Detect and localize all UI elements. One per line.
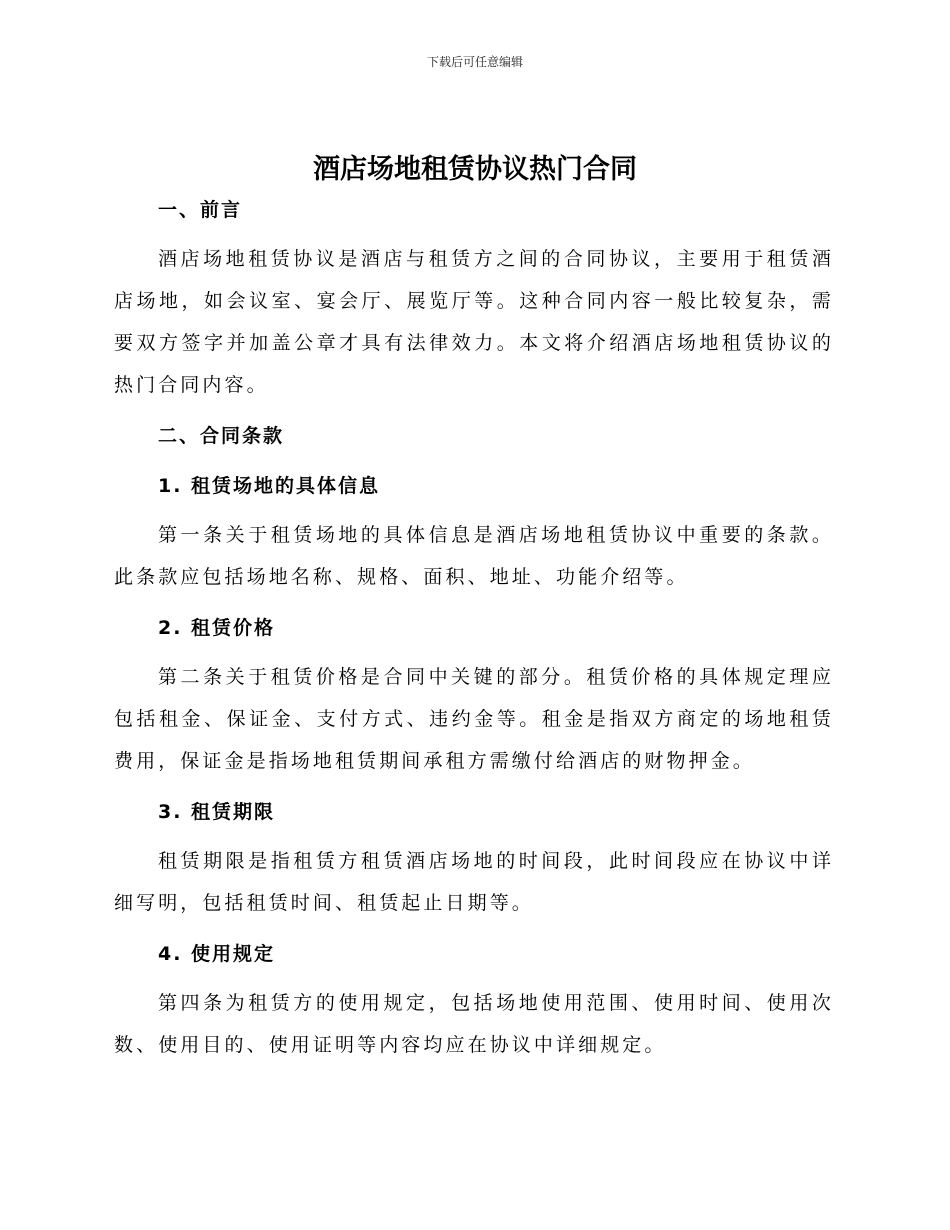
clause-paragraph-3: 租赁期限是指租赁方租赁酒店场地的时间段，此时间段应在协议中详细写明，包括租赁时间、租赁起止日期等。 <box>114 850 834 914</box>
page-header-note: 下载后可任意编辑 <box>426 55 523 69</box>
document-body <box>114 190 834 1066</box>
clause-heading-4: 4. 使用规定 <box>158 943 276 965</box>
preface-paragraph: 酒店场地租赁协议是酒店与租赁方之间的合同协议，主要用于租赁酒店场地，如会议室、宴会厅、展览厅等。这种合同内容一般比较复杂，需要双方签字并加盖公章才具有法律效力。本文将介绍酒店场地租赁协议的热门合同内容。 <box>114 248 834 396</box>
clause-paragraph-2: 第二条关于租赁价格是合同中关键的部分。租赁价格的具体规定理应包括租金、保证金、支付方式、违约金等。租金是指双方商定的场地租赁费用，保证金是指场地租赁期间承租方需缴付给酒店的财物押金。 <box>114 666 834 772</box>
document-title: 酒店场地租赁协议热门合同 <box>313 154 637 185</box>
clause-heading-2: 2. 租赁价格 <box>158 617 276 639</box>
clause-paragraph-4: 第四条为租赁方的使用规定，包括场地使用范围、使用时间、使用次数、使用目的、使用证明等内容均应在协议中详细规定。 <box>114 992 834 1056</box>
section-heading-terms: 二、合同条款 <box>158 425 285 447</box>
clause-heading-1: 1. 租赁场地的具体信息 <box>158 475 381 497</box>
clause-heading-3: 3. 租赁期限 <box>158 801 276 823</box>
clause-paragraph-1: 第一条关于租赁场地的具体信息是酒店场地租赁协议中重要的条款。此条款应包括场地名称、规格、面积、地址、功能介绍等。 <box>114 524 834 588</box>
section-heading-preface: 一、前言 <box>158 199 243 221</box>
